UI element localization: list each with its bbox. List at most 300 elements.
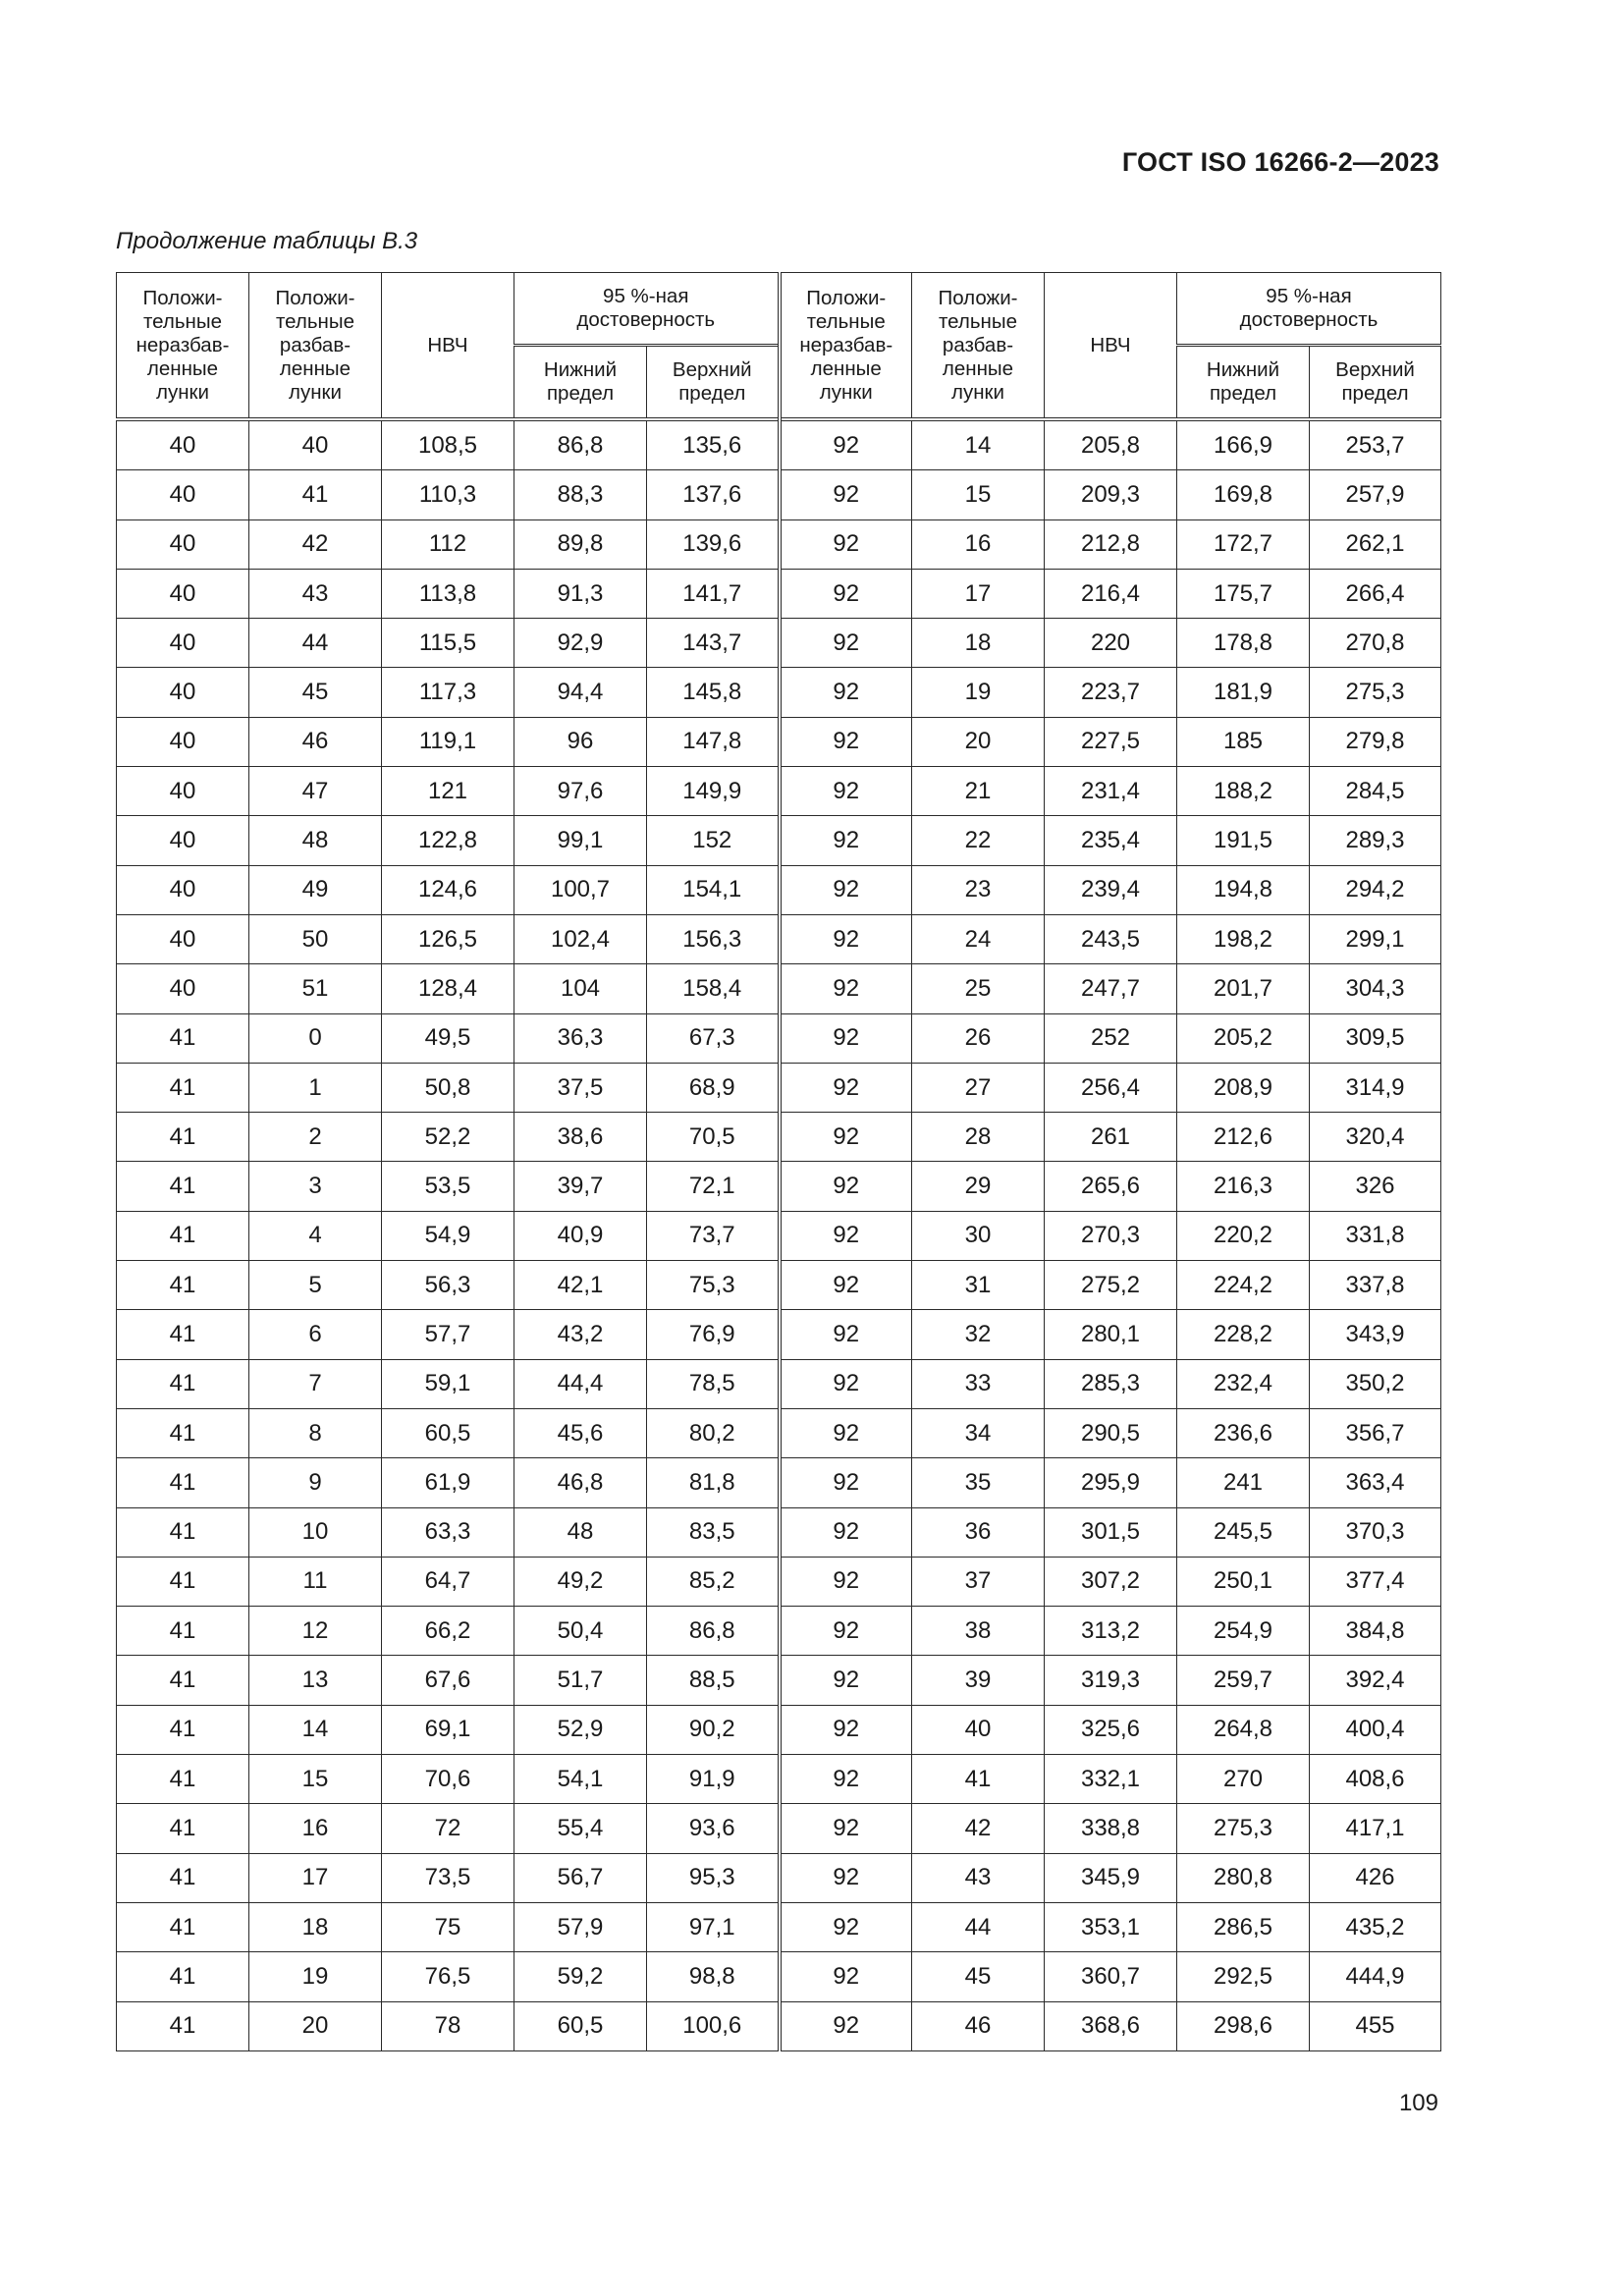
table-cell: 304,3 bbox=[1310, 964, 1441, 1013]
table-cell: 92 bbox=[780, 1113, 912, 1162]
table-cell: 44,4 bbox=[514, 1359, 647, 1408]
table-cell: 29 bbox=[912, 1162, 1045, 1211]
table-cell: 92 bbox=[780, 865, 912, 914]
table-cell: 42,1 bbox=[514, 1261, 647, 1310]
table-cell: 92 bbox=[780, 2001, 912, 2050]
table-cell: 108,5 bbox=[382, 419, 514, 470]
table-cell: 252 bbox=[1045, 1013, 1177, 1063]
table-cell: 331,8 bbox=[1310, 1211, 1441, 1260]
table-cell: 78,5 bbox=[647, 1359, 780, 1408]
table-row bbox=[117, 419, 1441, 470]
table-cell: 122,8 bbox=[382, 816, 514, 865]
table-cell: 256,4 bbox=[1045, 1063, 1177, 1112]
table-cell: 46 bbox=[249, 717, 382, 766]
table-row bbox=[117, 2001, 1441, 2050]
table-cell: 92 bbox=[780, 1211, 912, 1260]
table-cell: 40 bbox=[117, 619, 249, 668]
table-cell: 149,9 bbox=[647, 767, 780, 816]
table-cell: 92 bbox=[780, 1804, 912, 1853]
table-cell: 96 bbox=[514, 717, 647, 766]
table-cell: 11 bbox=[249, 1557, 382, 1606]
table-row bbox=[117, 1557, 1441, 1606]
table-cell: 36,3 bbox=[514, 1013, 647, 1063]
header-lower-limit: Нижний предел bbox=[1177, 346, 1310, 420]
header-upper-limit: Верхний предел bbox=[647, 346, 780, 420]
table-cell: 135,6 bbox=[647, 419, 780, 470]
table-cell: 92 bbox=[780, 1755, 912, 1804]
table-cell: 41 bbox=[117, 1211, 249, 1260]
table-cell: 121 bbox=[382, 767, 514, 816]
table-cell: 86,8 bbox=[647, 1607, 780, 1656]
table-cell: 185 bbox=[1177, 717, 1310, 766]
table-cell: 41 bbox=[117, 1853, 249, 1902]
table-cell: 54,9 bbox=[382, 1211, 514, 1260]
table-row bbox=[117, 1408, 1441, 1457]
table-cell: 384,8 bbox=[1310, 1607, 1441, 1656]
table-cell: 97,6 bbox=[514, 767, 647, 816]
table-cell: 212,8 bbox=[1045, 519, 1177, 569]
table-cell: 247,7 bbox=[1045, 964, 1177, 1013]
table-cell: 275,3 bbox=[1310, 668, 1441, 717]
table-cell: 285,3 bbox=[1045, 1359, 1177, 1408]
table-cell: 216,4 bbox=[1045, 569, 1177, 618]
table-cell: 126,5 bbox=[382, 914, 514, 963]
table-cell: 400,4 bbox=[1310, 1705, 1441, 1754]
table-cell: 92 bbox=[780, 1408, 912, 1457]
table-cell: 15 bbox=[912, 470, 1045, 519]
table-cell: 1 bbox=[249, 1063, 382, 1112]
table-cell: 257,9 bbox=[1310, 470, 1441, 519]
table-row bbox=[117, 1310, 1441, 1359]
table-cell: 50 bbox=[249, 914, 382, 963]
table-cell: 40 bbox=[117, 717, 249, 766]
table-cell: 40 bbox=[117, 569, 249, 618]
table-cell: 239,4 bbox=[1045, 865, 1177, 914]
table-cell: 172,7 bbox=[1177, 519, 1310, 569]
table-cell: 36 bbox=[912, 1507, 1045, 1557]
table-cell: 18 bbox=[249, 1902, 382, 1951]
table-cell: 299,1 bbox=[1310, 914, 1441, 963]
table-cell: 254,9 bbox=[1177, 1607, 1310, 1656]
table-cell: 178,8 bbox=[1177, 619, 1310, 668]
table-cell: 61,9 bbox=[382, 1458, 514, 1507]
table-row bbox=[117, 1261, 1441, 1310]
table-body bbox=[117, 419, 1441, 2050]
table-cell: 275,3 bbox=[1177, 1804, 1310, 1853]
table-row bbox=[117, 668, 1441, 717]
table-cell: 38 bbox=[912, 1607, 1045, 1656]
table-cell: 90,2 bbox=[647, 1705, 780, 1754]
table-cell: 181,9 bbox=[1177, 668, 1310, 717]
table-cell: 294,2 bbox=[1310, 865, 1441, 914]
table-cell: 45 bbox=[912, 1952, 1045, 2001]
table-cell: 198,2 bbox=[1177, 914, 1310, 963]
header-mpn: НВЧ bbox=[1045, 273, 1177, 420]
table-cell: 41 bbox=[117, 1261, 249, 1310]
table-row bbox=[117, 816, 1441, 865]
table-cell: 72,1 bbox=[647, 1162, 780, 1211]
table-cell: 45 bbox=[249, 668, 382, 717]
table-row bbox=[117, 1853, 1441, 1902]
table-cell: 188,2 bbox=[1177, 767, 1310, 816]
table-cell: 16 bbox=[912, 519, 1045, 569]
table-cell: 320,4 bbox=[1310, 1113, 1441, 1162]
table-cell: 345,9 bbox=[1045, 1853, 1177, 1902]
table-cell: 10 bbox=[249, 1507, 382, 1557]
table-row bbox=[117, 1211, 1441, 1260]
table-row bbox=[117, 1359, 1441, 1408]
table-cell: 40 bbox=[117, 668, 249, 717]
table-cell: 337,8 bbox=[1310, 1261, 1441, 1310]
table-cell: 25 bbox=[912, 964, 1045, 1013]
table-cell: 69,1 bbox=[382, 1705, 514, 1754]
table-cell: 56,3 bbox=[382, 1261, 514, 1310]
table-cell: 72 bbox=[382, 1804, 514, 1853]
table-cell: 435,2 bbox=[1310, 1902, 1441, 1951]
table-cell: 92 bbox=[780, 1359, 912, 1408]
table-cell: 279,8 bbox=[1310, 717, 1441, 766]
table-cell: 112 bbox=[382, 519, 514, 569]
table-cell: 51 bbox=[249, 964, 382, 1013]
table-cell: 250,1 bbox=[1177, 1557, 1310, 1606]
table-cell: 32 bbox=[912, 1310, 1045, 1359]
table-cell: 270,8 bbox=[1310, 619, 1441, 668]
table-row bbox=[117, 1705, 1441, 1754]
table-cell: 50,4 bbox=[514, 1607, 647, 1656]
table-cell: 100,6 bbox=[647, 2001, 780, 2050]
table-cell: 314,9 bbox=[1310, 1063, 1441, 1112]
table-cell: 360,7 bbox=[1045, 1952, 1177, 2001]
table-cell: 92 bbox=[780, 1705, 912, 1754]
table-row bbox=[117, 619, 1441, 668]
table-cell: 4 bbox=[249, 1211, 382, 1260]
table-cell: 41 bbox=[117, 1458, 249, 1507]
table-cell: 220,2 bbox=[1177, 1211, 1310, 1260]
table-cell: 64,7 bbox=[382, 1557, 514, 1606]
table-cell: 5 bbox=[249, 1261, 382, 1310]
table-cell: 143,7 bbox=[647, 619, 780, 668]
table-cell: 392,4 bbox=[1310, 1656, 1441, 1705]
table-cell: 41 bbox=[117, 1310, 249, 1359]
table-cell: 216,3 bbox=[1177, 1162, 1310, 1211]
table-cell: 67,3 bbox=[647, 1013, 780, 1063]
table-cell: 92 bbox=[780, 1063, 912, 1112]
table-cell: 290,5 bbox=[1045, 1408, 1177, 1457]
table-cell: 141,7 bbox=[647, 569, 780, 618]
table-row bbox=[117, 914, 1441, 963]
mpn-table bbox=[116, 272, 1441, 2051]
table-cell: 13 bbox=[249, 1656, 382, 1705]
table-cell: 20 bbox=[912, 717, 1045, 766]
table-cell: 368,6 bbox=[1045, 2001, 1177, 2050]
table-cell: 40 bbox=[117, 865, 249, 914]
table-cell: 338,8 bbox=[1045, 1804, 1177, 1853]
table-cell: 343,9 bbox=[1310, 1310, 1441, 1359]
table-cell: 54,1 bbox=[514, 1755, 647, 1804]
table-cell: 92 bbox=[780, 569, 912, 618]
table-cell: 27 bbox=[912, 1063, 1045, 1112]
table-cell: 92 bbox=[780, 1458, 912, 1507]
table-cell: 28 bbox=[912, 1113, 1045, 1162]
table-cell: 33 bbox=[912, 1359, 1045, 1408]
table-cell: 42 bbox=[912, 1804, 1045, 1853]
table-cell: 46 bbox=[912, 2001, 1045, 2050]
table-cell: 41 bbox=[117, 1162, 249, 1211]
table-cell: 52,9 bbox=[514, 1705, 647, 1754]
table-cell: 6 bbox=[249, 1310, 382, 1359]
table-cell: 194,8 bbox=[1177, 865, 1310, 914]
table-cell: 50,8 bbox=[382, 1063, 514, 1112]
table-cell: 83,5 bbox=[647, 1507, 780, 1557]
table-cell: 270 bbox=[1177, 1755, 1310, 1804]
table-cell: 2 bbox=[249, 1113, 382, 1162]
table-cell: 145,8 bbox=[647, 668, 780, 717]
table-cell: 92,9 bbox=[514, 619, 647, 668]
table-cell: 92 bbox=[780, 519, 912, 569]
table-cell: 137,6 bbox=[647, 470, 780, 519]
table-cell: 34 bbox=[912, 1408, 1045, 1457]
table-cell: 76,9 bbox=[647, 1310, 780, 1359]
table-cell: 223,7 bbox=[1045, 668, 1177, 717]
header-positive-diluted: Положи- тельные разбав- ленные лунки bbox=[912, 273, 1045, 420]
table-cell: 113,8 bbox=[382, 569, 514, 618]
table-cell: 41 bbox=[117, 1705, 249, 1754]
table-cell: 14 bbox=[912, 419, 1045, 470]
table-cell: 353,1 bbox=[1045, 1902, 1177, 1951]
table-cell: 68,9 bbox=[647, 1063, 780, 1112]
table-cell: 93,6 bbox=[647, 1804, 780, 1853]
table-cell: 35 bbox=[912, 1458, 1045, 1507]
table-cell: 41 bbox=[117, 1557, 249, 1606]
table-cell: 191,5 bbox=[1177, 816, 1310, 865]
table-cell: 92 bbox=[780, 1656, 912, 1705]
table-cell: 205,2 bbox=[1177, 1013, 1310, 1063]
table-cell: 205,8 bbox=[1045, 419, 1177, 470]
table-cell: 41 bbox=[117, 1408, 249, 1457]
table-cell: 166,9 bbox=[1177, 419, 1310, 470]
table-row bbox=[117, 1607, 1441, 1656]
table-cell: 57,9 bbox=[514, 1902, 647, 1951]
table-row bbox=[117, 1507, 1441, 1557]
table-cell: 301,5 bbox=[1045, 1507, 1177, 1557]
header-mpn: НВЧ bbox=[382, 273, 514, 420]
table-row bbox=[117, 865, 1441, 914]
table-cell: 92 bbox=[780, 767, 912, 816]
table-cell: 92 bbox=[780, 668, 912, 717]
table-cell: 152 bbox=[647, 816, 780, 865]
table-caption: Продолжение таблицы В.3 bbox=[116, 228, 418, 254]
table-cell: 17 bbox=[912, 569, 1045, 618]
table-cell: 41 bbox=[249, 470, 382, 519]
table-cell: 49,2 bbox=[514, 1557, 647, 1606]
table-cell: 261 bbox=[1045, 1113, 1177, 1162]
page-number: 109 bbox=[1398, 2090, 1438, 2116]
table-cell: 49 bbox=[249, 865, 382, 914]
table-cell: 75,3 bbox=[647, 1261, 780, 1310]
table-cell: 80,2 bbox=[647, 1408, 780, 1457]
header-positive-diluted: Положи- тельные разбав- ленные лунки bbox=[249, 273, 382, 420]
table-cell: 46,8 bbox=[514, 1458, 647, 1507]
table-cell: 110,3 bbox=[382, 470, 514, 519]
table-cell: 417,1 bbox=[1310, 1804, 1441, 1853]
table-cell: 92 bbox=[780, 1853, 912, 1902]
table-cell: 40 bbox=[117, 519, 249, 569]
table-cell: 81,8 bbox=[647, 1458, 780, 1507]
table-cell: 48 bbox=[514, 1507, 647, 1557]
table-cell: 91,9 bbox=[647, 1755, 780, 1804]
table-cell: 289,3 bbox=[1310, 816, 1441, 865]
table-cell: 8 bbox=[249, 1408, 382, 1457]
table-cell: 43 bbox=[912, 1853, 1045, 1902]
table-cell: 15 bbox=[249, 1755, 382, 1804]
table-cell: 92 bbox=[780, 1902, 912, 1951]
table-row bbox=[117, 1013, 1441, 1063]
table-cell: 92 bbox=[780, 1261, 912, 1310]
table-cell: 75 bbox=[382, 1902, 514, 1951]
table-cell: 41 bbox=[912, 1755, 1045, 1804]
table-row bbox=[117, 470, 1441, 519]
table-cell: 88,3 bbox=[514, 470, 647, 519]
table-cell: 275,2 bbox=[1045, 1261, 1177, 1310]
table-cell: 241 bbox=[1177, 1458, 1310, 1507]
table-row bbox=[117, 1113, 1441, 1162]
table-cell: 309,5 bbox=[1310, 1013, 1441, 1063]
table-cell: 31 bbox=[912, 1261, 1045, 1310]
table-cell: 70,6 bbox=[382, 1755, 514, 1804]
table-cell: 231,4 bbox=[1045, 767, 1177, 816]
table-cell: 245,5 bbox=[1177, 1507, 1310, 1557]
table-cell: 53,5 bbox=[382, 1162, 514, 1211]
table-cell: 92 bbox=[780, 816, 912, 865]
table-cell: 17 bbox=[249, 1853, 382, 1902]
table-cell: 270,3 bbox=[1045, 1211, 1177, 1260]
table-cell: 158,4 bbox=[647, 964, 780, 1013]
table-cell: 78 bbox=[382, 2001, 514, 2050]
table-cell: 55,4 bbox=[514, 1804, 647, 1853]
table-cell: 40 bbox=[117, 470, 249, 519]
table-cell: 91,3 bbox=[514, 569, 647, 618]
table-cell: 41 bbox=[117, 1755, 249, 1804]
table-cell: 243,5 bbox=[1045, 914, 1177, 963]
table-cell: 26 bbox=[912, 1013, 1045, 1063]
table-cell: 9 bbox=[249, 1458, 382, 1507]
table-cell: 45,6 bbox=[514, 1408, 647, 1457]
table-cell: 363,4 bbox=[1310, 1458, 1441, 1507]
table-cell: 117,3 bbox=[382, 668, 514, 717]
table-cell: 48 bbox=[249, 816, 382, 865]
table-cell: 212,6 bbox=[1177, 1113, 1310, 1162]
table-cell: 266,4 bbox=[1310, 569, 1441, 618]
table-cell: 286,5 bbox=[1177, 1902, 1310, 1951]
table-cell: 119,1 bbox=[382, 717, 514, 766]
table-cell: 41 bbox=[117, 1113, 249, 1162]
table-cell: 41 bbox=[117, 1804, 249, 1853]
table-cell: 59,1 bbox=[382, 1359, 514, 1408]
table-cell: 41 bbox=[117, 1063, 249, 1112]
table-cell: 175,7 bbox=[1177, 569, 1310, 618]
table-cell: 18 bbox=[912, 619, 1045, 668]
table-cell: 262,1 bbox=[1310, 519, 1441, 569]
document-code: ГОСТ ISO 16266-2—2023 bbox=[1121, 147, 1439, 177]
table-cell: 169,8 bbox=[1177, 470, 1310, 519]
table-cell: 100,7 bbox=[514, 865, 647, 914]
table-cell: 40 bbox=[912, 1705, 1045, 1754]
table-cell: 408,6 bbox=[1310, 1755, 1441, 1804]
table-cell: 319,3 bbox=[1045, 1656, 1177, 1705]
table-cell: 51,7 bbox=[514, 1656, 647, 1705]
table-cell: 85,2 bbox=[647, 1557, 780, 1606]
table-cell: 232,4 bbox=[1177, 1359, 1310, 1408]
table-cell: 41 bbox=[117, 2001, 249, 2050]
table-cell: 92 bbox=[780, 717, 912, 766]
table-cell: 224,2 bbox=[1177, 1261, 1310, 1310]
table-cell: 235,4 bbox=[1045, 816, 1177, 865]
table-cell: 280,1 bbox=[1045, 1310, 1177, 1359]
table-cell: 43,2 bbox=[514, 1310, 647, 1359]
table-cell: 236,6 bbox=[1177, 1408, 1310, 1457]
table-row bbox=[117, 1458, 1441, 1507]
table-cell: 57,7 bbox=[382, 1310, 514, 1359]
table-cell: 41 bbox=[117, 1359, 249, 1408]
table-cell: 280,8 bbox=[1177, 1853, 1310, 1902]
table-cell: 209,3 bbox=[1045, 470, 1177, 519]
table-row bbox=[117, 1656, 1441, 1705]
table-cell: 265,6 bbox=[1045, 1162, 1177, 1211]
table-cell: 92 bbox=[780, 1952, 912, 2001]
table-cell: 37 bbox=[912, 1557, 1045, 1606]
table-cell: 332,1 bbox=[1045, 1755, 1177, 1804]
table-cell: 41 bbox=[117, 1952, 249, 2001]
table-cell: 24 bbox=[912, 914, 1045, 963]
table-cell: 259,7 bbox=[1177, 1656, 1310, 1705]
table-cell: 154,1 bbox=[647, 865, 780, 914]
table-row bbox=[117, 1063, 1441, 1112]
header-upper-limit: Верхний предел bbox=[1310, 346, 1441, 420]
table-cell: 39 bbox=[912, 1656, 1045, 1705]
table-row bbox=[117, 1755, 1441, 1804]
table-cell: 284,5 bbox=[1310, 767, 1441, 816]
table-cell: 147,8 bbox=[647, 717, 780, 766]
table-row bbox=[117, 1162, 1441, 1211]
table-cell: 298,6 bbox=[1177, 2001, 1310, 2050]
table-row bbox=[117, 964, 1441, 1013]
table-cell: 350,2 bbox=[1310, 1359, 1441, 1408]
table-cell: 97,1 bbox=[647, 1902, 780, 1951]
table-cell: 12 bbox=[249, 1607, 382, 1656]
table-cell: 370,3 bbox=[1310, 1507, 1441, 1557]
table-cell: 60,5 bbox=[382, 1408, 514, 1457]
table-cell: 156,3 bbox=[647, 914, 780, 963]
table-cell: 115,5 bbox=[382, 619, 514, 668]
table-cell: 92 bbox=[780, 1310, 912, 1359]
table-cell: 313,2 bbox=[1045, 1607, 1177, 1656]
table-cell: 201,7 bbox=[1177, 964, 1310, 1013]
table-cell: 47 bbox=[249, 767, 382, 816]
table-cell: 38,6 bbox=[514, 1113, 647, 1162]
table-cell: 208,9 bbox=[1177, 1063, 1310, 1112]
table-cell: 292,5 bbox=[1177, 1952, 1310, 2001]
table-cell: 41 bbox=[117, 1013, 249, 1063]
table-cell: 60,5 bbox=[514, 2001, 647, 2050]
header-positive-undiluted: Положи- тельные неразбав- ленные лунки bbox=[780, 273, 912, 420]
table-row bbox=[117, 717, 1441, 766]
table-cell: 67,6 bbox=[382, 1656, 514, 1705]
table-row bbox=[117, 1804, 1441, 1853]
table-cell: 56,7 bbox=[514, 1853, 647, 1902]
table-cell: 99,1 bbox=[514, 816, 647, 865]
table-cell: 40 bbox=[117, 914, 249, 963]
table-cell: 19 bbox=[912, 668, 1045, 717]
